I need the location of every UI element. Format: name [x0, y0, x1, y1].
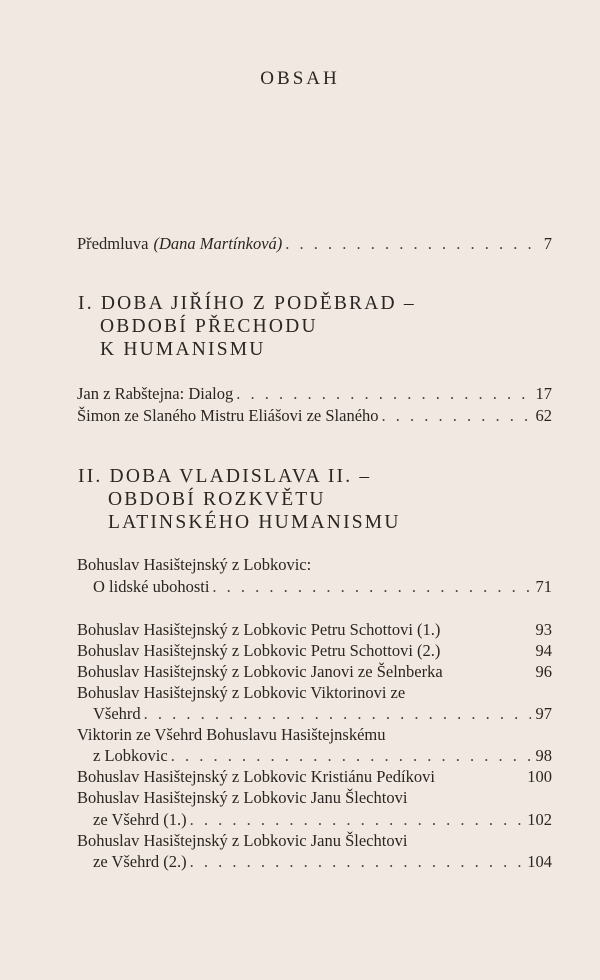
- toc-entry-title: O lidské ubohosti: [93, 577, 210, 596]
- section-heading-1-line2: OBDOBÍ PŘECHODU: [100, 316, 318, 337]
- toc-entry: [77, 662, 552, 682]
- toc-entry-author: (Dana Martínková): [153, 234, 283, 253]
- toc-entry-line: Bohuslav Hasištejnský z Lobkovic Viktorinovi ze: [77, 683, 406, 702]
- toc-page-number: 98: [535, 746, 552, 765]
- toc-entry-title: Bohuslav Hasištejnský z Lobkovic Kristiánu Pedíkovi: [77, 767, 435, 786]
- toc-entry-title: Všehrd: [93, 704, 141, 723]
- page-title: OBSAH: [260, 68, 340, 89]
- toc-entry: [93, 852, 552, 872]
- toc-entry: [77, 384, 552, 404]
- toc-page-number: 102: [527, 810, 552, 829]
- toc-entry-title: ze Všehrd (1.): [93, 810, 187, 829]
- toc-page-number: 97: [535, 704, 552, 723]
- toc-entry-line: Bohuslav Hasištejnský z Lobkovic Janu Šlechtovi: [77, 831, 408, 850]
- toc-page-number: 93: [535, 620, 552, 639]
- toc-entry: [77, 620, 552, 640]
- section-heading-2-line1: II. DOBA VLADISLAVA II. –: [78, 466, 372, 487]
- dot-leader: [144, 704, 531, 724]
- toc-entry-title: ze Všehrd (2.): [93, 852, 187, 871]
- toc-entry-preface: [77, 234, 552, 254]
- toc-entry: [93, 704, 552, 724]
- toc-page-number: 100: [527, 767, 552, 786]
- toc-entry-title: Jan z Rabštejna: Dialog: [77, 384, 234, 403]
- dot-leader: [212, 577, 531, 597]
- toc-page-number: 71: [535, 577, 552, 596]
- toc-page-number: 17: [535, 384, 552, 403]
- section-heading-2-line3: LATINSKÉHO HUMANISMU: [108, 512, 401, 533]
- toc-entry-title: Bohuslav Hasištejnský z Lobkovic Petru Schottovi (1.): [77, 620, 441, 639]
- toc-entry-title: Bohuslav Hasištejnský z Lobkovic Janovi ze Šelnberka: [77, 662, 443, 681]
- toc-page-number: 96: [535, 662, 552, 681]
- toc-entry: [93, 810, 552, 830]
- toc-entry: [77, 641, 552, 661]
- dot-leader: [171, 746, 531, 766]
- dot-leader: [236, 384, 531, 404]
- toc-entry: [77, 767, 552, 787]
- section-heading-1-line3: K HUMANISMU: [100, 339, 266, 360]
- toc-entry: [93, 746, 552, 766]
- toc-entry-line: Bohuslav Hasištejnský z Lobkovic Janu Šlechtovi: [77, 788, 408, 807]
- toc-page-number: 104: [527, 852, 552, 871]
- toc-entry-line: Bohuslav Hasištejnský z Lobkovic:: [77, 555, 312, 574]
- toc-entry-line: Viktorin ze Všehrd Bohuslavu Hasištejnskému: [77, 725, 386, 744]
- toc-entry-title: Šimon ze Slaného Mistru Eliášovi ze Slaného: [77, 406, 379, 425]
- toc-entry-title: z Lobkovic: [93, 746, 168, 765]
- toc-entry: [77, 406, 552, 426]
- dot-leader: [190, 810, 525, 830]
- toc-page-number: 62: [535, 406, 552, 425]
- dot-leader: [285, 234, 531, 254]
- toc-entry: [93, 577, 552, 597]
- section-heading-1-line1: I. DOBA JIŘÍHO Z PODĚBRAD –: [78, 293, 416, 314]
- toc-page-number: 94: [535, 641, 552, 660]
- dot-leader: [190, 852, 525, 872]
- dot-leader: [382, 406, 531, 426]
- toc-page-number: 7: [543, 234, 552, 253]
- toc-entry-title: Bohuslav Hasištejnský z Lobkovic Petru Schottovi (2.): [77, 641, 441, 660]
- section-heading-2-line2: OBDOBÍ ROZKVĚTU: [108, 489, 326, 510]
- toc-entry-label: Předmluva: [77, 234, 149, 253]
